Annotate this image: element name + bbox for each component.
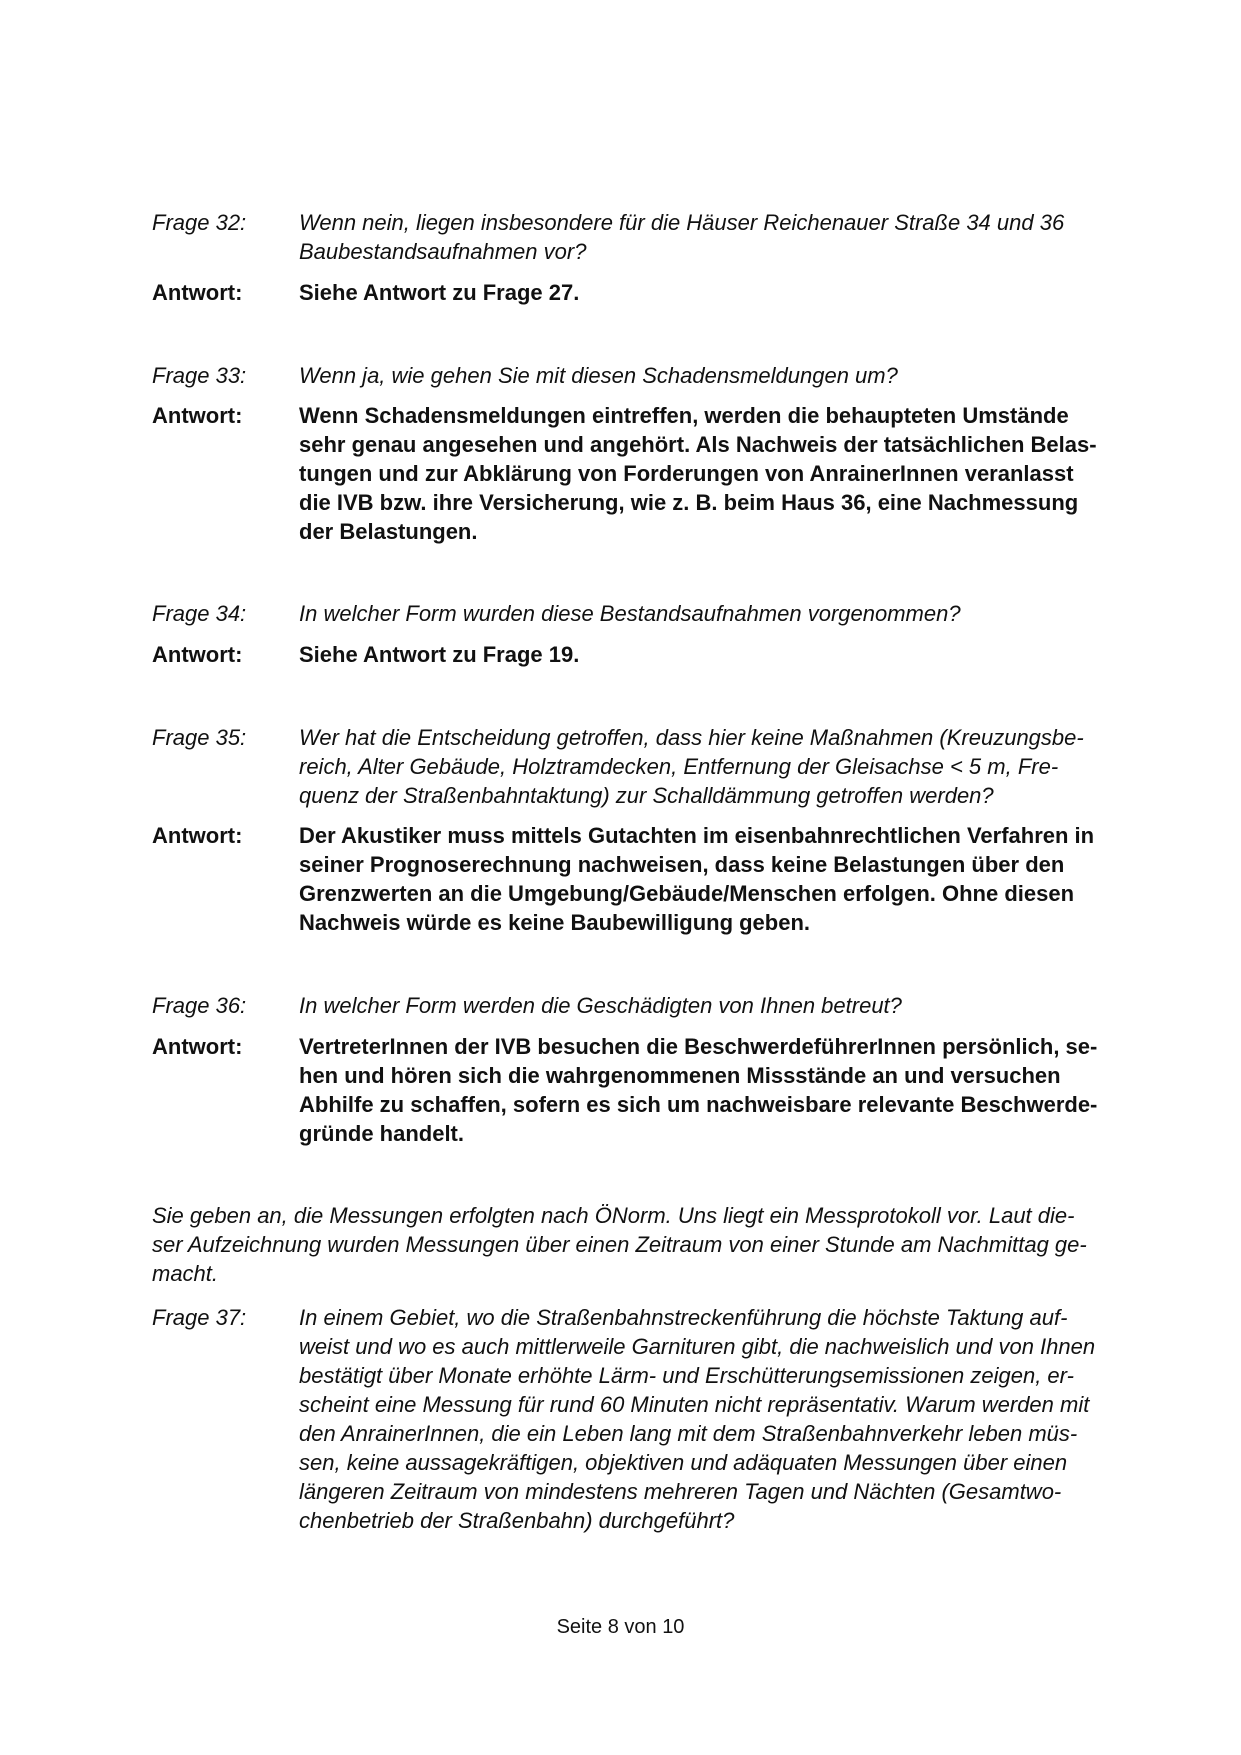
question-label: Frage 33: (152, 363, 247, 388)
page-number: Seite 8 von 10 (556, 1616, 685, 1638)
question-text: In einem Gebiet, wo die Straßenbahnstreckenführung die höchste Taktung auf- weist und wo es auch mittlerweile Garnituren gibt, die nachweislich und von Ihnen bestätigt über Monate erhöhte Lärm- und Erschütterungsemissionen zeigen, er- scheint eine Messung für rund 60 Minuten nicht repräsentativ. Warum werden mit den AnrainerInnen, die ein Leben lang mit dem Straßenbahnverkehr leben müs- sen, keine aussagekräftigen, objektiven und adäquaten Messungen über einen längeren Zeitraum von mindestens mehreren Tagen und Nächten (Gesamtwo- chenbetrieb der Straßenbahn) durchgeführt? (299, 1305, 1096, 1533)
question-text: Wenn nein, liegen insbesondere für die Häuser Reichenauer Straße 34 und 36 Baubestandsaufnahmen vor? (299, 210, 1065, 264)
question-label: Frage 32: (152, 210, 247, 235)
question-text: Wer hat die Entscheidung getroffen, dass hier keine Maßnahmen (Kreuzungsbe- reich, Alter Gebäude, Holztramdecken, Entfernung der Gleisachse < 5 m, Fre- quenz der Straßenbahntaktung) zur Schalldämmung getroffen werden? (299, 725, 1084, 808)
question-label: Frage 35: (152, 725, 247, 750)
answer-label: Antwort: (152, 403, 243, 428)
question-label: Frage 37: (152, 1305, 247, 1330)
question-text: Wenn ja, wie gehen Sie mit diesen Schadensmeldungen um? (299, 363, 898, 388)
answer-text: Siehe Antwort zu Frage 27. (299, 280, 580, 305)
question-label: Frage 36: (152, 993, 247, 1018)
answer-label: Antwort: (152, 280, 243, 305)
answer-text: Wenn Schadensmeldungen eintreffen, werden die behaupteten Umstände sehr genau angesehen und angehört. Als Nachweis der tatsächlichen Belas- tungen und zur Abklärung von Forderungen von AnrainerInnen veranlasst die IVB bzw. ihre Versicherung, wie z. B. beim Haus 36, eine Nachmessung der Belastungen. (299, 403, 1097, 544)
intro-paragraph: Sie geben an, die Messungen erfolgten nach ÖNorm. Uns liegt ein Messprotokoll vor. Laut die- ser Aufzeichnung wurden Messungen über einen Zeitraum von einer Stunde am Nachmittag ge- macht. (152, 1203, 1087, 1286)
question-text: In welcher Form wurden diese Bestandsaufnahmen vorgenommen? (299, 601, 961, 626)
answer-text: Der Akustiker muss mittels Gutachten im eisenbahnrechtlichen Verfahren in seiner Prognoserechnung nachweisen, dass keine Belastungen über den Grenzwerten an die Umgebung/Gebäude/Menschen erfolgen. Ohne diesen Nachweis würde es keine Baubewilligung geben. (299, 823, 1095, 935)
answer-text: Siehe Antwort zu Frage 19. (299, 642, 580, 667)
answer-label: Antwort: (152, 642, 243, 667)
question-label: Frage 34: (152, 601, 247, 626)
answer-label: Antwort: (152, 1034, 243, 1059)
answer-label: Antwort: (152, 823, 243, 848)
answer-text: VertreterInnen der IVB besuchen die BeschwerdeführerInnen persönlich, se- hen und hören sich die wahrgenommenen Missstände an und versuchen Abhilfe zu schaffen, sofern es sich um nachweisbare relevante Beschwerde- gründe handelt. (299, 1034, 1098, 1146)
question-text: In welcher Form werden die Geschädigten von Ihnen betreut? (299, 993, 902, 1018)
